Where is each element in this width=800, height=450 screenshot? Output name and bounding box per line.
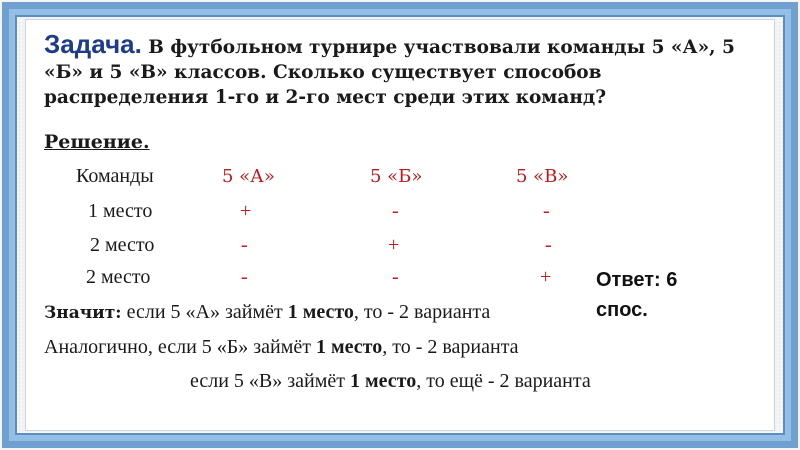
answer-line-1 <box>596 269 677 292</box>
conclusion-2-bold: 1 место <box>316 336 383 358</box>
slide-content <box>26 20 774 430</box>
conclusion-3-text-a: если 5 «В» займёт <box>190 370 351 392</box>
problem-statement <box>44 29 756 110</box>
conclusion-line-3 <box>190 370 591 393</box>
mark-r3-5a: - <box>241 266 248 288</box>
mark-r1-5a: + <box>240 200 252 222</box>
mark-r1-5v: - <box>543 200 550 222</box>
row-label-place-1: 1 место <box>88 200 153 222</box>
table-row-header: Команды <box>76 165 154 187</box>
conclusion-line-2 <box>44 336 519 359</box>
conclusion-3-text-b: , то ещё - 2 варианта <box>416 370 591 392</box>
conclusion-1-text-a: если 5 «А» займёт <box>121 301 288 323</box>
solution-label: Решение. <box>44 131 150 153</box>
column-header-5b: 5 «Б» <box>370 166 423 187</box>
problem-text: В футбольном турнире участвовали команды 5 «А», 5 «Б» и 5 «В» классов. Сколько существует способов распределения 1-го и 2-го мест среди этих команд? <box>44 37 735 108</box>
mark-r1-5b: - <box>392 200 399 222</box>
row-label-place-2b: 2 место <box>86 266 151 288</box>
mark-r3-5v: + <box>540 266 552 288</box>
conclusion-3-bold: 1 место <box>350 370 417 392</box>
mark-r2-5a: - <box>241 234 248 256</box>
conclusion-line-1 <box>44 301 490 324</box>
row-label-place-2a: 2 место <box>90 234 155 256</box>
conclusion-2-text-b: , то - 2 варианта <box>382 336 519 358</box>
answer-line-2: спос. <box>596 299 648 321</box>
mark-r2-5b: + <box>388 234 400 256</box>
conclusion-2-text-a: Аналогично, если 5 «Б» займёт <box>44 336 317 358</box>
answer-prefix: Ответ: <box>596 269 661 291</box>
conclusion-1-text-b: , то - 2 варианта <box>353 301 491 323</box>
answer-value: 6 <box>660 269 678 291</box>
conclusion-lead: Значит: <box>44 303 122 323</box>
mark-r3-5b: - <box>392 266 399 288</box>
problem-label: Задача. <box>44 29 142 59</box>
mark-r2-5v: - <box>545 234 552 256</box>
conclusion-1-bold: 1 место <box>287 301 354 323</box>
column-header-5v: 5 «В» <box>516 166 569 187</box>
column-header-5a: 5 «А» <box>222 166 275 187</box>
